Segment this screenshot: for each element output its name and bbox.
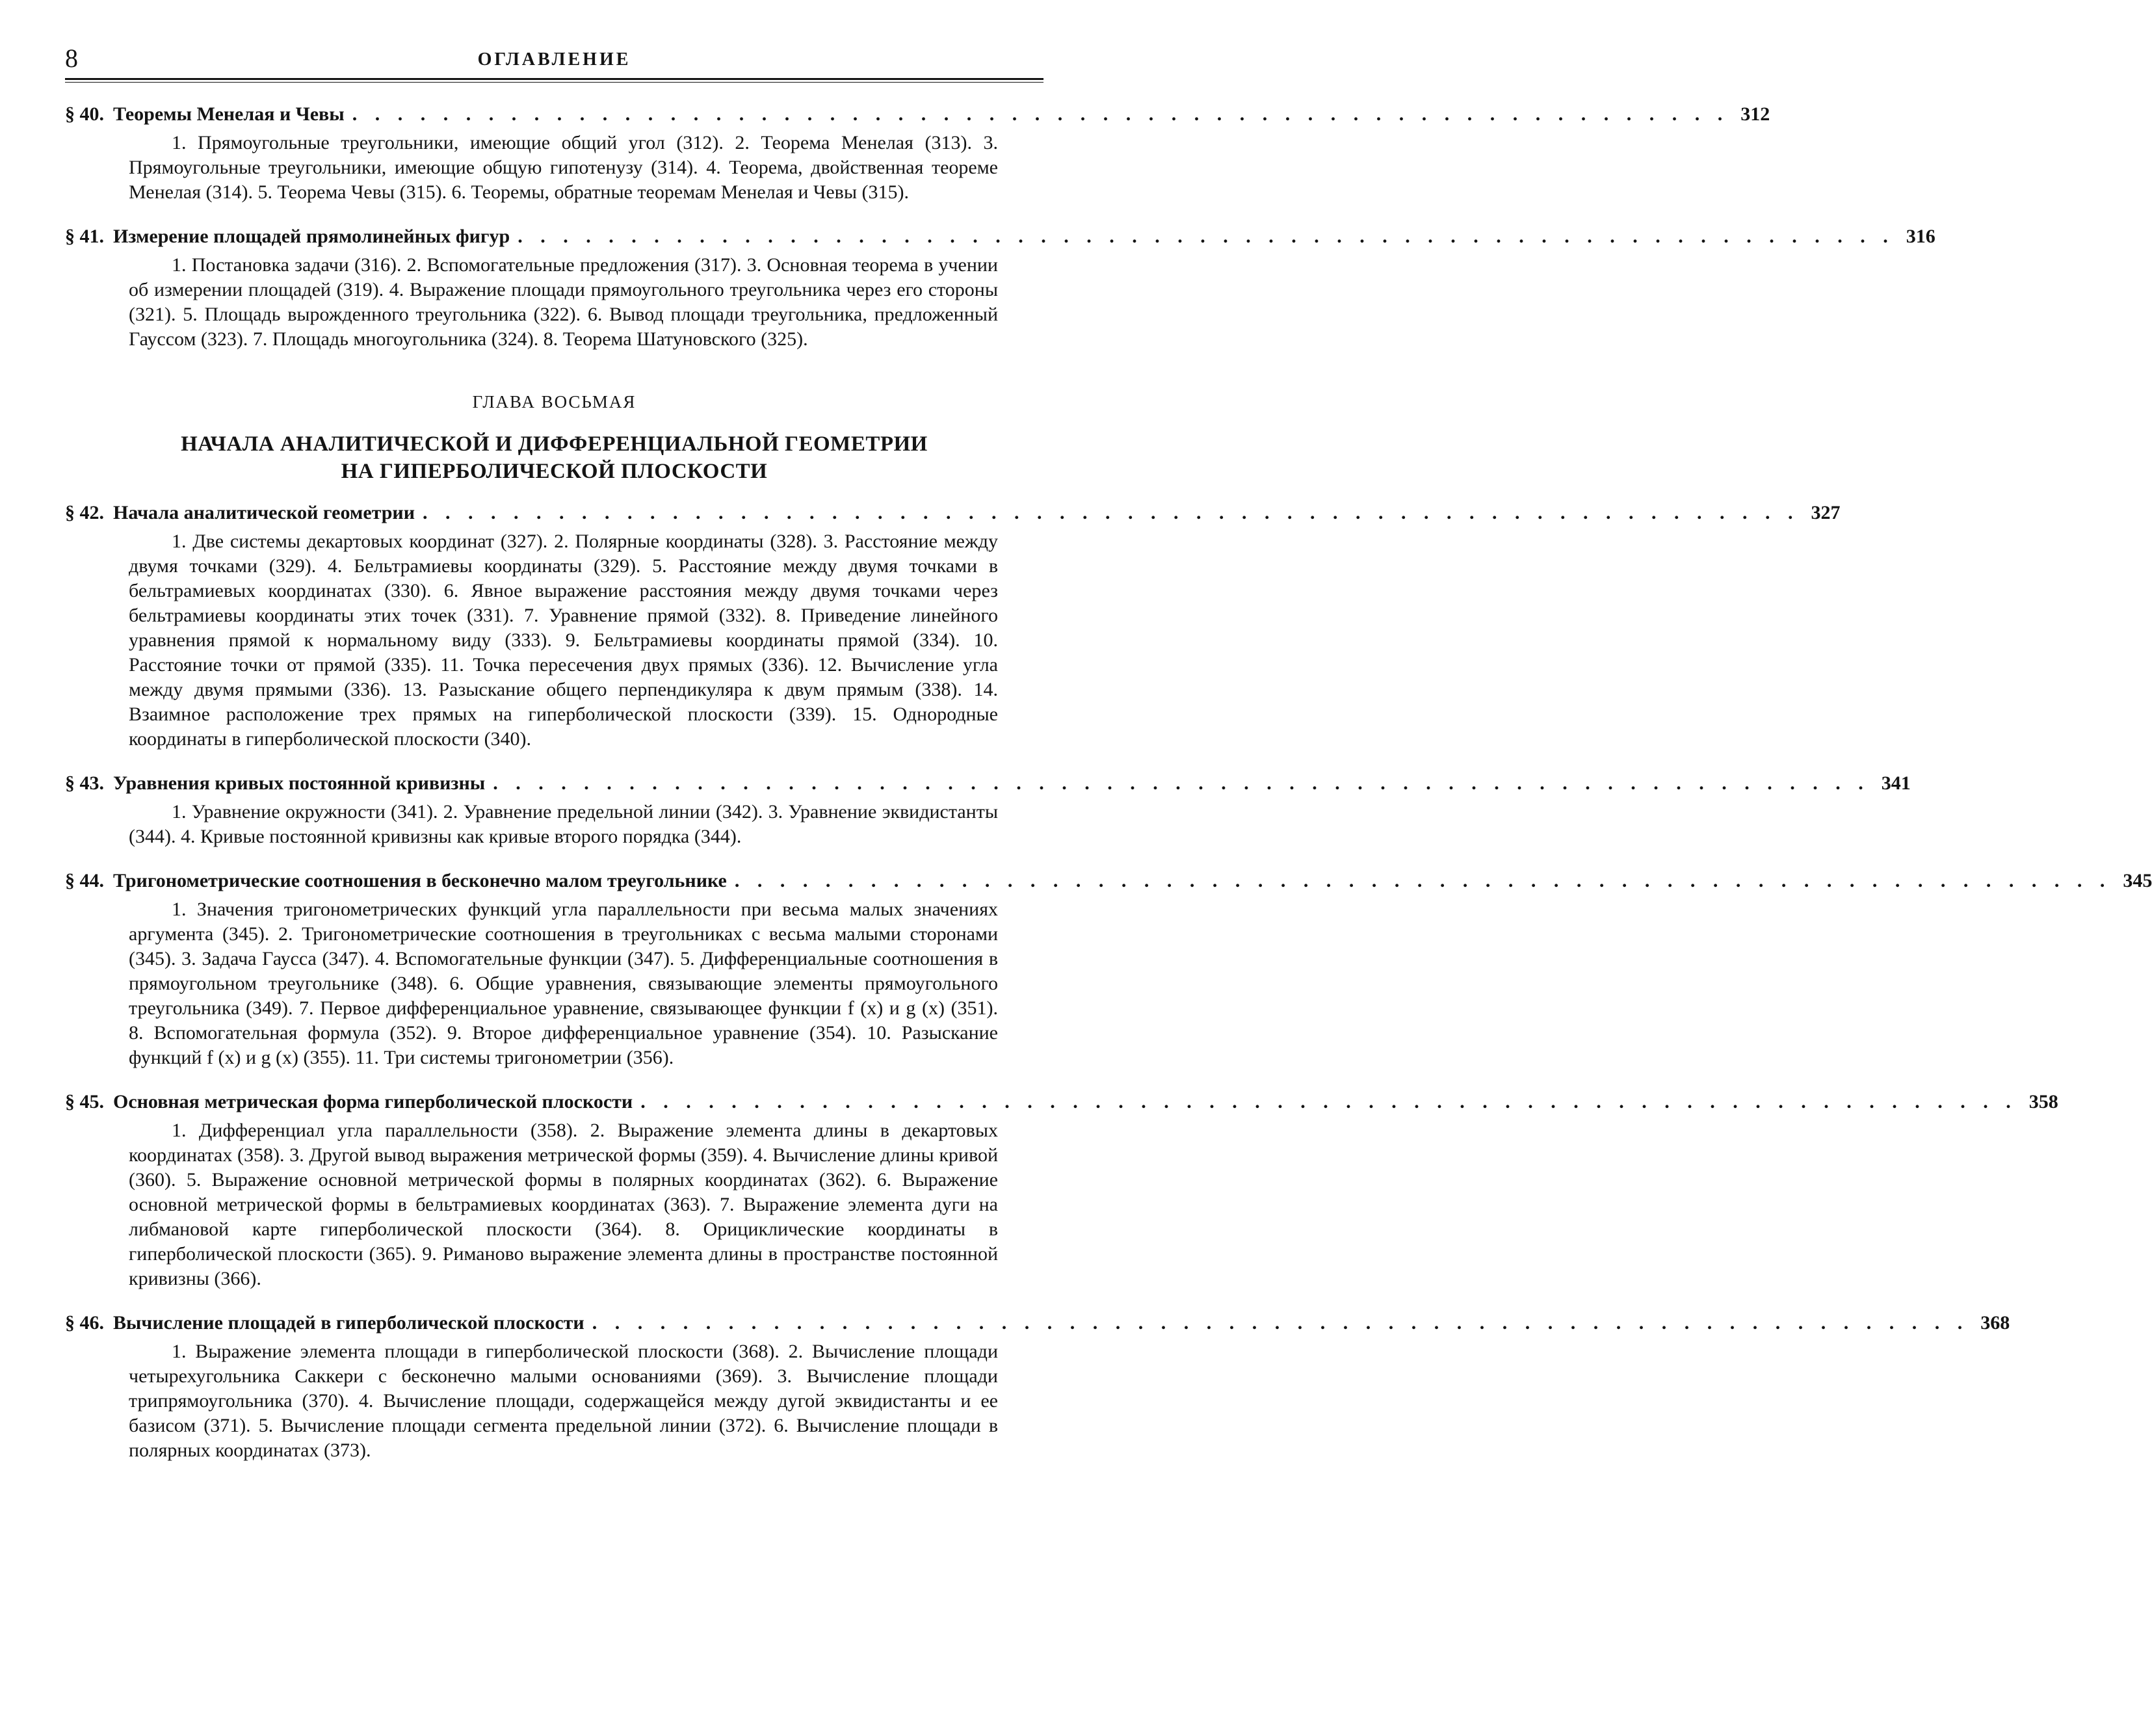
- page-header: [65, 44, 1043, 73]
- section-number: § 43.: [65, 772, 104, 794]
- toc-entry[interactable]: [65, 1090, 2058, 1291]
- section-page[interactable]: 327: [1811, 502, 1841, 523]
- section-number: § 40.: [65, 103, 104, 125]
- section-page[interactable]: 312: [1740, 103, 1770, 125]
- toc-entry[interactable]: [65, 869, 2152, 1070]
- section-page[interactable]: 341: [1881, 772, 1911, 794]
- section-title[interactable]: Начала аналитической геометрии: [113, 502, 415, 523]
- section-number: § 44.: [65, 870, 104, 891]
- dot-leader: . . . . . . . . . . . . . . . . . . . . . . . . . . . . . . . . . . . . . . . . . . . . . . . . . . . . . . . . . . . . .: [518, 226, 1895, 247]
- section-number: § 42.: [65, 502, 104, 523]
- section-contents: 1. Уравнение окружности (341). 2. Уравнение предельной линии (342). 3. Уравнение эквидистанты (344). 4. Кривые постоянной кривизны как кривые второго порядка (344).: [129, 801, 998, 847]
- page-number: 8: [65, 44, 78, 73]
- section-number: § 46.: [65, 1312, 104, 1334]
- toc-entry[interactable]: [65, 501, 1841, 752]
- section-contents: 1. Выражение элемента площади в гиперболической плоскости (368). 2. Вычисление площади четырехугольника Саккери с бесконечно малыми основаниями (369). 3. Вычисление площади трипрямоугольника (370). 4. Вычисление площади, содержащейся между дугой эквидистанты и ее базисом (371). 5. Вычисление площади сегмента предельной линии (372). 6. Вычисление площади в полярных координатах (373).: [129, 1341, 998, 1461]
- section-contents: 1. Постановка задачи (316). 2. Вспомогательные предложения (317). 3. Основная теорема в учении об измерении площадей (319). 4. Выражение площади прямоугольного треугольника через его стороны (321). 5. Площадь вырожденного треугольника (322). 6. Вывод площади треугольника, предложенный Гауссом (323). 7. Площадь многоугольника (324). 8. Теорема Шатуновского (325).: [129, 254, 998, 350]
- dot-leader: . . . . . . . . . . . . . . . . . . . . . . . . . . . . . . . . . . . . . . . . . . . . . . . . . . . . . . . . . . . . .: [352, 103, 1729, 125]
- chapter-title-line: НАЧАЛА АНАЛИТИЧЕСКОЙ И ДИФФЕРЕНЦИАЛЬНОЙ ГЕОМЕТРИИ: [181, 432, 928, 456]
- chapter-label: ГЛАВА ВОСЬМАЯ: [472, 392, 636, 412]
- section-contents: 1. Значения тригонометрических функций угла параллельности при весьма малых значениях аргумента (345). 2. Тригонометрические соотношения в треугольниках с весьма малыми сторонами (345). 3. Задача Гаусса (347). 4. Вспомогательные функции (347). 5. Дифференциальные соотношения в прямоугольном треугольнике (348). 6. Общие уравнения, связывающие элементы прямоугольного треугольника (349). 7. Первое дифференциальное уравнение, связывающее функции f (x) и g (x) (351). 8. Вспомогательная формула (352). 9. Второе дифференциальное уравнение (354). 10. Разыскание функций f (x) и g (x) (355). 11. Три системы тригонометрии (356).: [129, 899, 998, 1068]
- chapter-title: [65, 430, 1043, 485]
- header-rule-thin: [65, 82, 1043, 83]
- toc-page: [65, 44, 2152, 1463]
- running-title: ОГЛАВЛЕНИЕ: [477, 49, 631, 70]
- section-title[interactable]: Уравнения кривых постоянной кривизны: [113, 772, 486, 794]
- toc-entry[interactable]: [65, 102, 1770, 205]
- section-page[interactable]: 368: [1980, 1312, 2010, 1334]
- section-page[interactable]: 345: [2123, 870, 2152, 891]
- chapter-title-line: НА ГИПЕРБОЛИЧЕСКОЙ ПЛОСКОСТИ: [341, 460, 768, 483]
- section-title[interactable]: Вычисление площадей в гиперболической плоскости: [113, 1312, 584, 1334]
- dot-leader: . . . . . . . . . . . . . . . . . . . . . . . . . . . . . . . . . . . . . . . . . . . . . . . . . . . . . . . . . . . . .: [423, 502, 1800, 523]
- section-contents: 1. Прямоугольные треугольники, имеющие общий угол (312). 2. Теорема Менелая (313). 3. Прямоугольные треугольники, имеющие общую гипотенузу (314). 4. Теорема, двойственная теореме Менелая (314). 5. Теорема Чевы (315). 6. Теоремы, обратные теоремам Менелая и Чевы (315).: [129, 132, 998, 203]
- section-page[interactable]: 358: [2028, 1091, 2058, 1112]
- section-title[interactable]: Измерение площадей прямолинейных фигур: [113, 226, 510, 247]
- chapter-heading: [65, 392, 1043, 485]
- section-number: § 45.: [65, 1091, 104, 1112]
- dot-leader: . . . . . . . . . . . . . . . . . . . . . . . . . . . . . . . . . . . . . . . . . . . . . . . . . . . . . . . . . . . . .: [734, 870, 2112, 891]
- toc-entry[interactable]: [65, 1311, 2010, 1463]
- section-contents: 1. Дифференциал угла параллельности (358). 2. Выражение элемента длины в декартовых координатах (358). 3. Другой вывод выражения метрической формы (359). 4. Вычисление длины кривой (360). 5. Выражение основной метрической формы в полярных координатах (362). 6. Выражение основной метрической формы в бельтрамиевых координатах (363). 7. Выражение элемента дуги на либмановой карте гиперболической плоскости (364). 8. Орициклические координаты в гиперболической плоскости (365). 9. Риманово выражение элемента длины в пространстве постоянной кривизны (366).: [129, 1120, 998, 1289]
- header-rule-thick: [65, 78, 1043, 80]
- toc-entry[interactable]: [65, 771, 1911, 849]
- section-number: § 41.: [65, 226, 104, 247]
- dot-leader: . . . . . . . . . . . . . . . . . . . . . . . . . . . . . . . . . . . . . . . . . . . . . . . . . . . . . . . . . . . . .: [592, 1312, 1969, 1334]
- dot-leader: . . . . . . . . . . . . . . . . . . . . . . . . . . . . . . . . . . . . . . . . . . . . . . . . . . . . . . . . . . . . .: [640, 1091, 2017, 1112]
- dot-leader: . . . . . . . . . . . . . . . . . . . . . . . . . . . . . . . . . . . . . . . . . . . . . . . . . . . . . . . . . . . . .: [493, 772, 1870, 794]
- section-title[interactable]: Теоремы Менелая и Чевы: [113, 103, 345, 125]
- section-page[interactable]: 316: [1906, 226, 1935, 247]
- toc-entry[interactable]: [65, 224, 1935, 352]
- section-title[interactable]: Тригонометрические соотношения в бесконечно малом треугольнике: [113, 870, 727, 891]
- section-title[interactable]: Основная метрическая форма гиперболической плоскости: [113, 1091, 633, 1112]
- section-contents: 1. Две системы декартовых координат (327). 2. Полярные координаты (328). 3. Расстояние между двумя точками (329). 4. Бельтрамиевы координаты (329). 5. Расстояние между двумя точками в бельтрамиевых координатах (330). 6. Явное выражение расстояния между двумя точками через бельтрамиевы координаты этих точек (331). 7. Уравнение прямой (332). 8. Приведение линейного уравнения прямой к нормальному виду (333). 9. Бельтрамиевы координаты прямой (334). 10. Расстояние точки от прямой (335). 11. Точка пересечения двух прямых (336). 12. Вычисление угла между двумя прямыми (336). 13. Разыскание общего перпендикуляра к двум прямым (338). 14. Взаимное расположение трех прямых на гиперболической плоскости (339). 15. Однородные координаты в гиперболической плоскости (340).: [129, 531, 998, 750]
